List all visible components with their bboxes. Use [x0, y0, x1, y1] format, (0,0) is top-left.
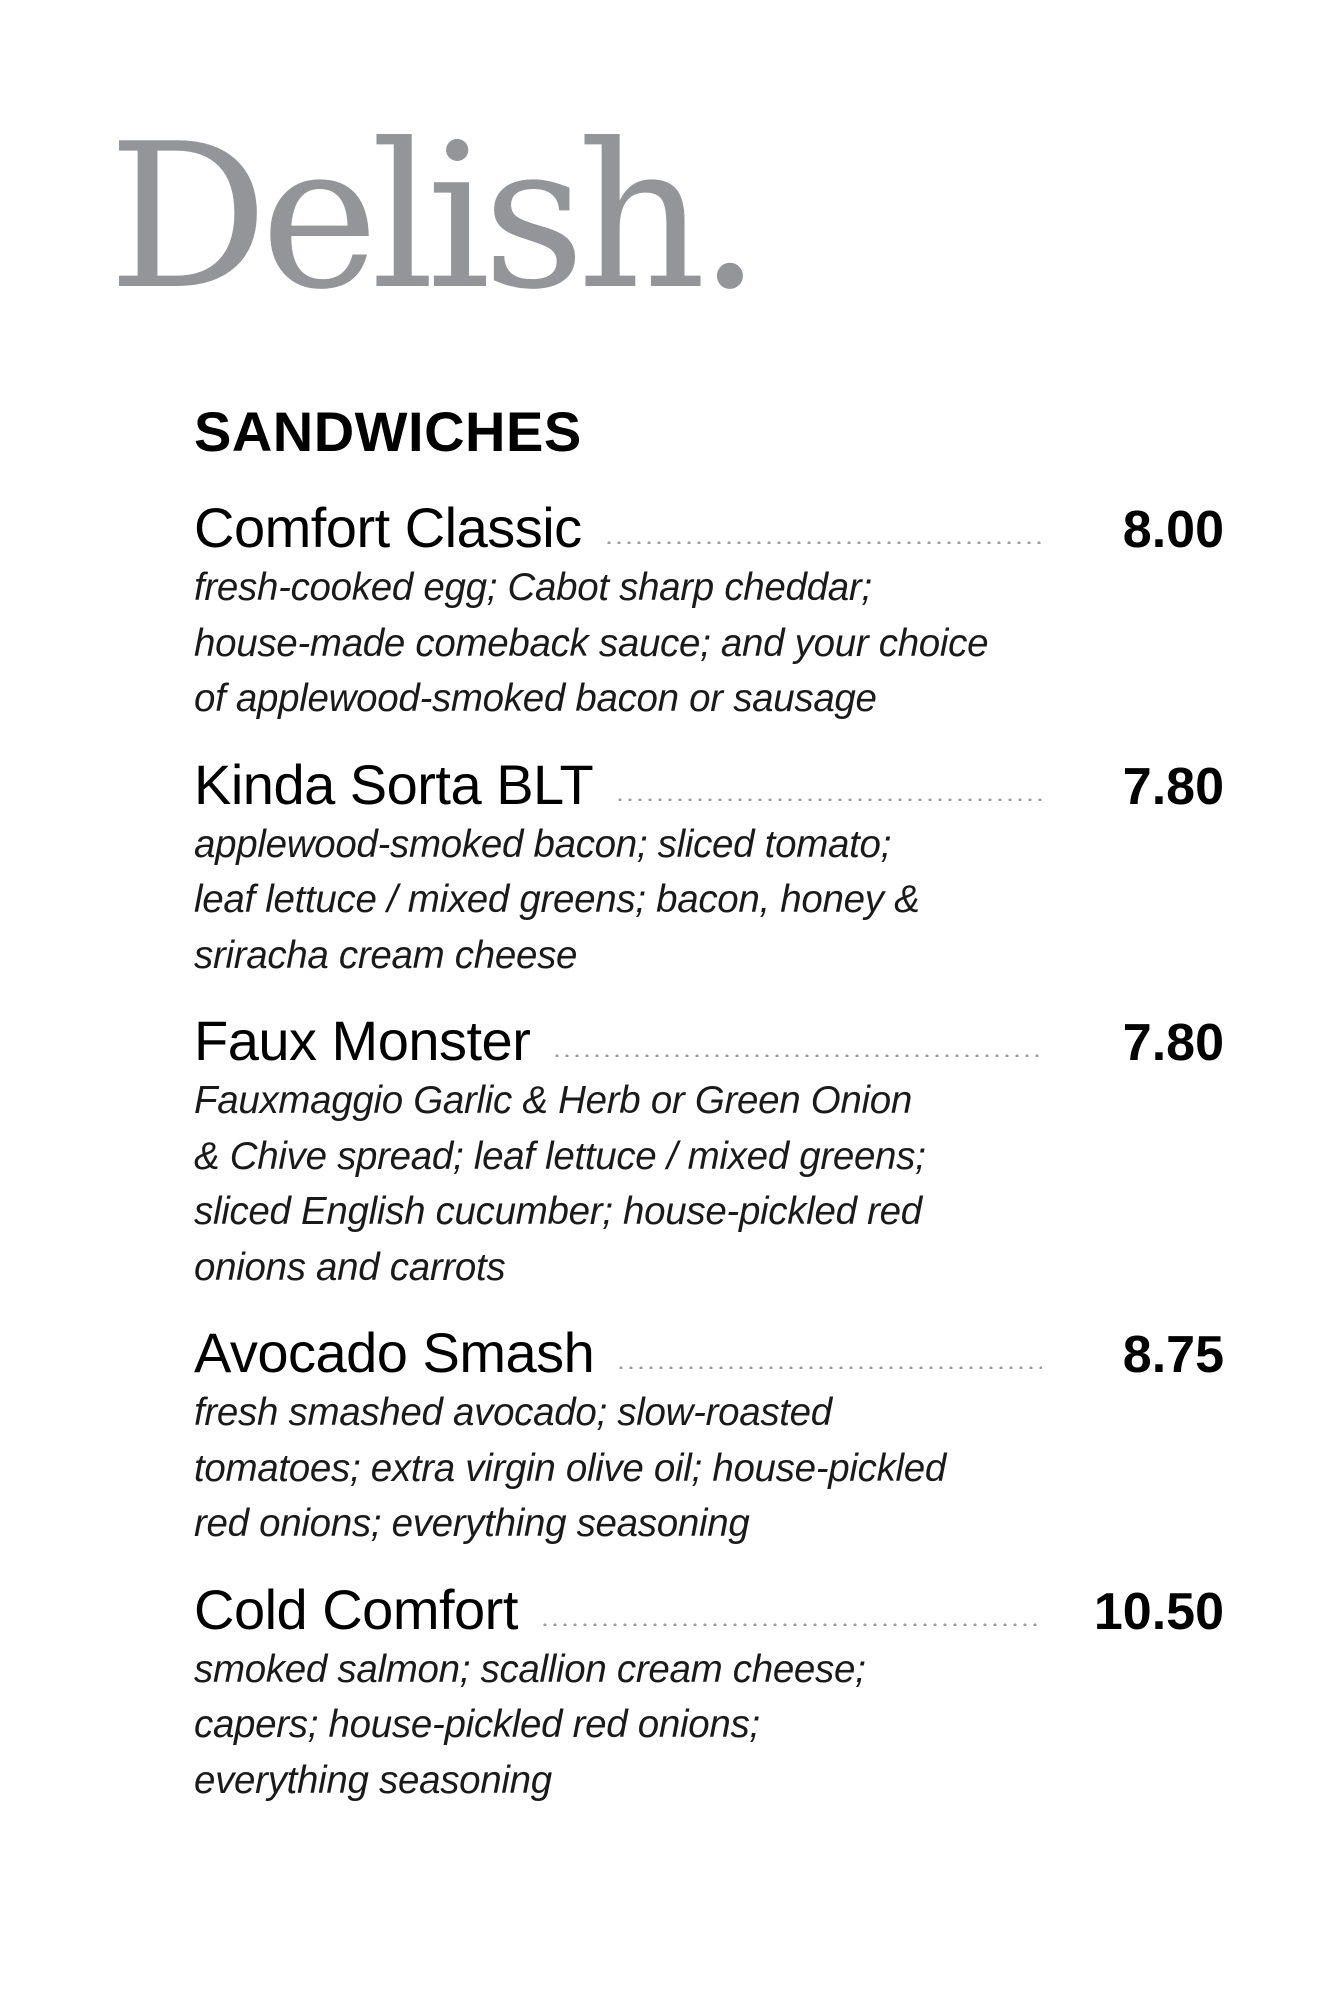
menu-item-description [194, 1642, 1114, 1809]
dot-leader [540, 1623, 1042, 1626]
description-line: onions and carrots [194, 1245, 506, 1289]
menu-item [194, 1578, 1224, 1809]
menu-item-price: 7.80 [1122, 757, 1224, 816]
dot-leader [616, 1366, 1042, 1369]
menu-item-description [194, 817, 1114, 984]
menu-item-price: 10.50 [1093, 1582, 1224, 1641]
description-line: & Chive spread; leaf lettuce / mixed greens; [194, 1134, 926, 1178]
description-line: smoked salmon; scallion cream cheese; [194, 1647, 866, 1691]
description-line: capers; house-pickled red onions; [194, 1703, 760, 1746]
menu-item [194, 496, 1224, 727]
menu-item-price: 8.00 [1122, 501, 1224, 559]
menu-item-description [194, 1073, 1114, 1295]
menu-item-header [194, 1578, 1224, 1642]
description-line: tomatoes; extra virgin olive oil; house-pickled [194, 1446, 946, 1490]
description-line: red onions; everything seasoning [194, 1502, 750, 1545]
menu-item [194, 1009, 1224, 1295]
brand-title: Delish. [108, 101, 754, 334]
menu-item-name: Avocado Smash [194, 1321, 595, 1384]
description-line: sliced English cucumber; house-pickled red [194, 1190, 922, 1233]
menu-item-description [194, 560, 1114, 727]
menu-item-price: 7.80 [1122, 1014, 1224, 1072]
description-line: of applewood-smoked bacon or sausage [194, 677, 877, 720]
dot-leader [615, 798, 1042, 801]
description-line: applewood-smoked bacon; sliced tomato; [194, 822, 891, 866]
menu-items [194, 496, 1224, 1834]
menu-item-name: Cold Comfort [194, 1577, 518, 1641]
menu-item-header [194, 496, 1224, 560]
menu-item-price: 8.75 [1122, 1326, 1224, 1384]
description-line: fresh-cooked egg; Cabot sharp cheddar; [194, 566, 872, 609]
menu-item-name: Kinda Sorta BLT [194, 752, 594, 816]
section-heading: SANDWICHES [194, 400, 582, 463]
dot-leader [604, 541, 1042, 544]
description-line: fresh smashed avocado; slow-roasted [194, 1391, 832, 1434]
menu-item-header [194, 1321, 1224, 1385]
menu-item-description [194, 1385, 1114, 1552]
description-line: everything seasoning [194, 1758, 552, 1802]
menu-item [194, 1321, 1224, 1552]
menu-item-header [194, 753, 1224, 817]
description-line: sriracha cream cheese [194, 933, 578, 977]
dot-leader [552, 1054, 1042, 1057]
menu-item [194, 753, 1224, 984]
menu-item-name: Comfort Classic [194, 496, 582, 559]
description-line: house-made comeback sauce; and your choice [194, 621, 989, 665]
menu-item-name: Faux Monster [194, 1009, 531, 1072]
description-line: Fauxmaggio Garlic & Herb or Green Onion [194, 1079, 912, 1122]
description-line: leaf lettuce / mixed greens; bacon, honey & [194, 878, 920, 921]
menu-item-header [194, 1009, 1224, 1073]
